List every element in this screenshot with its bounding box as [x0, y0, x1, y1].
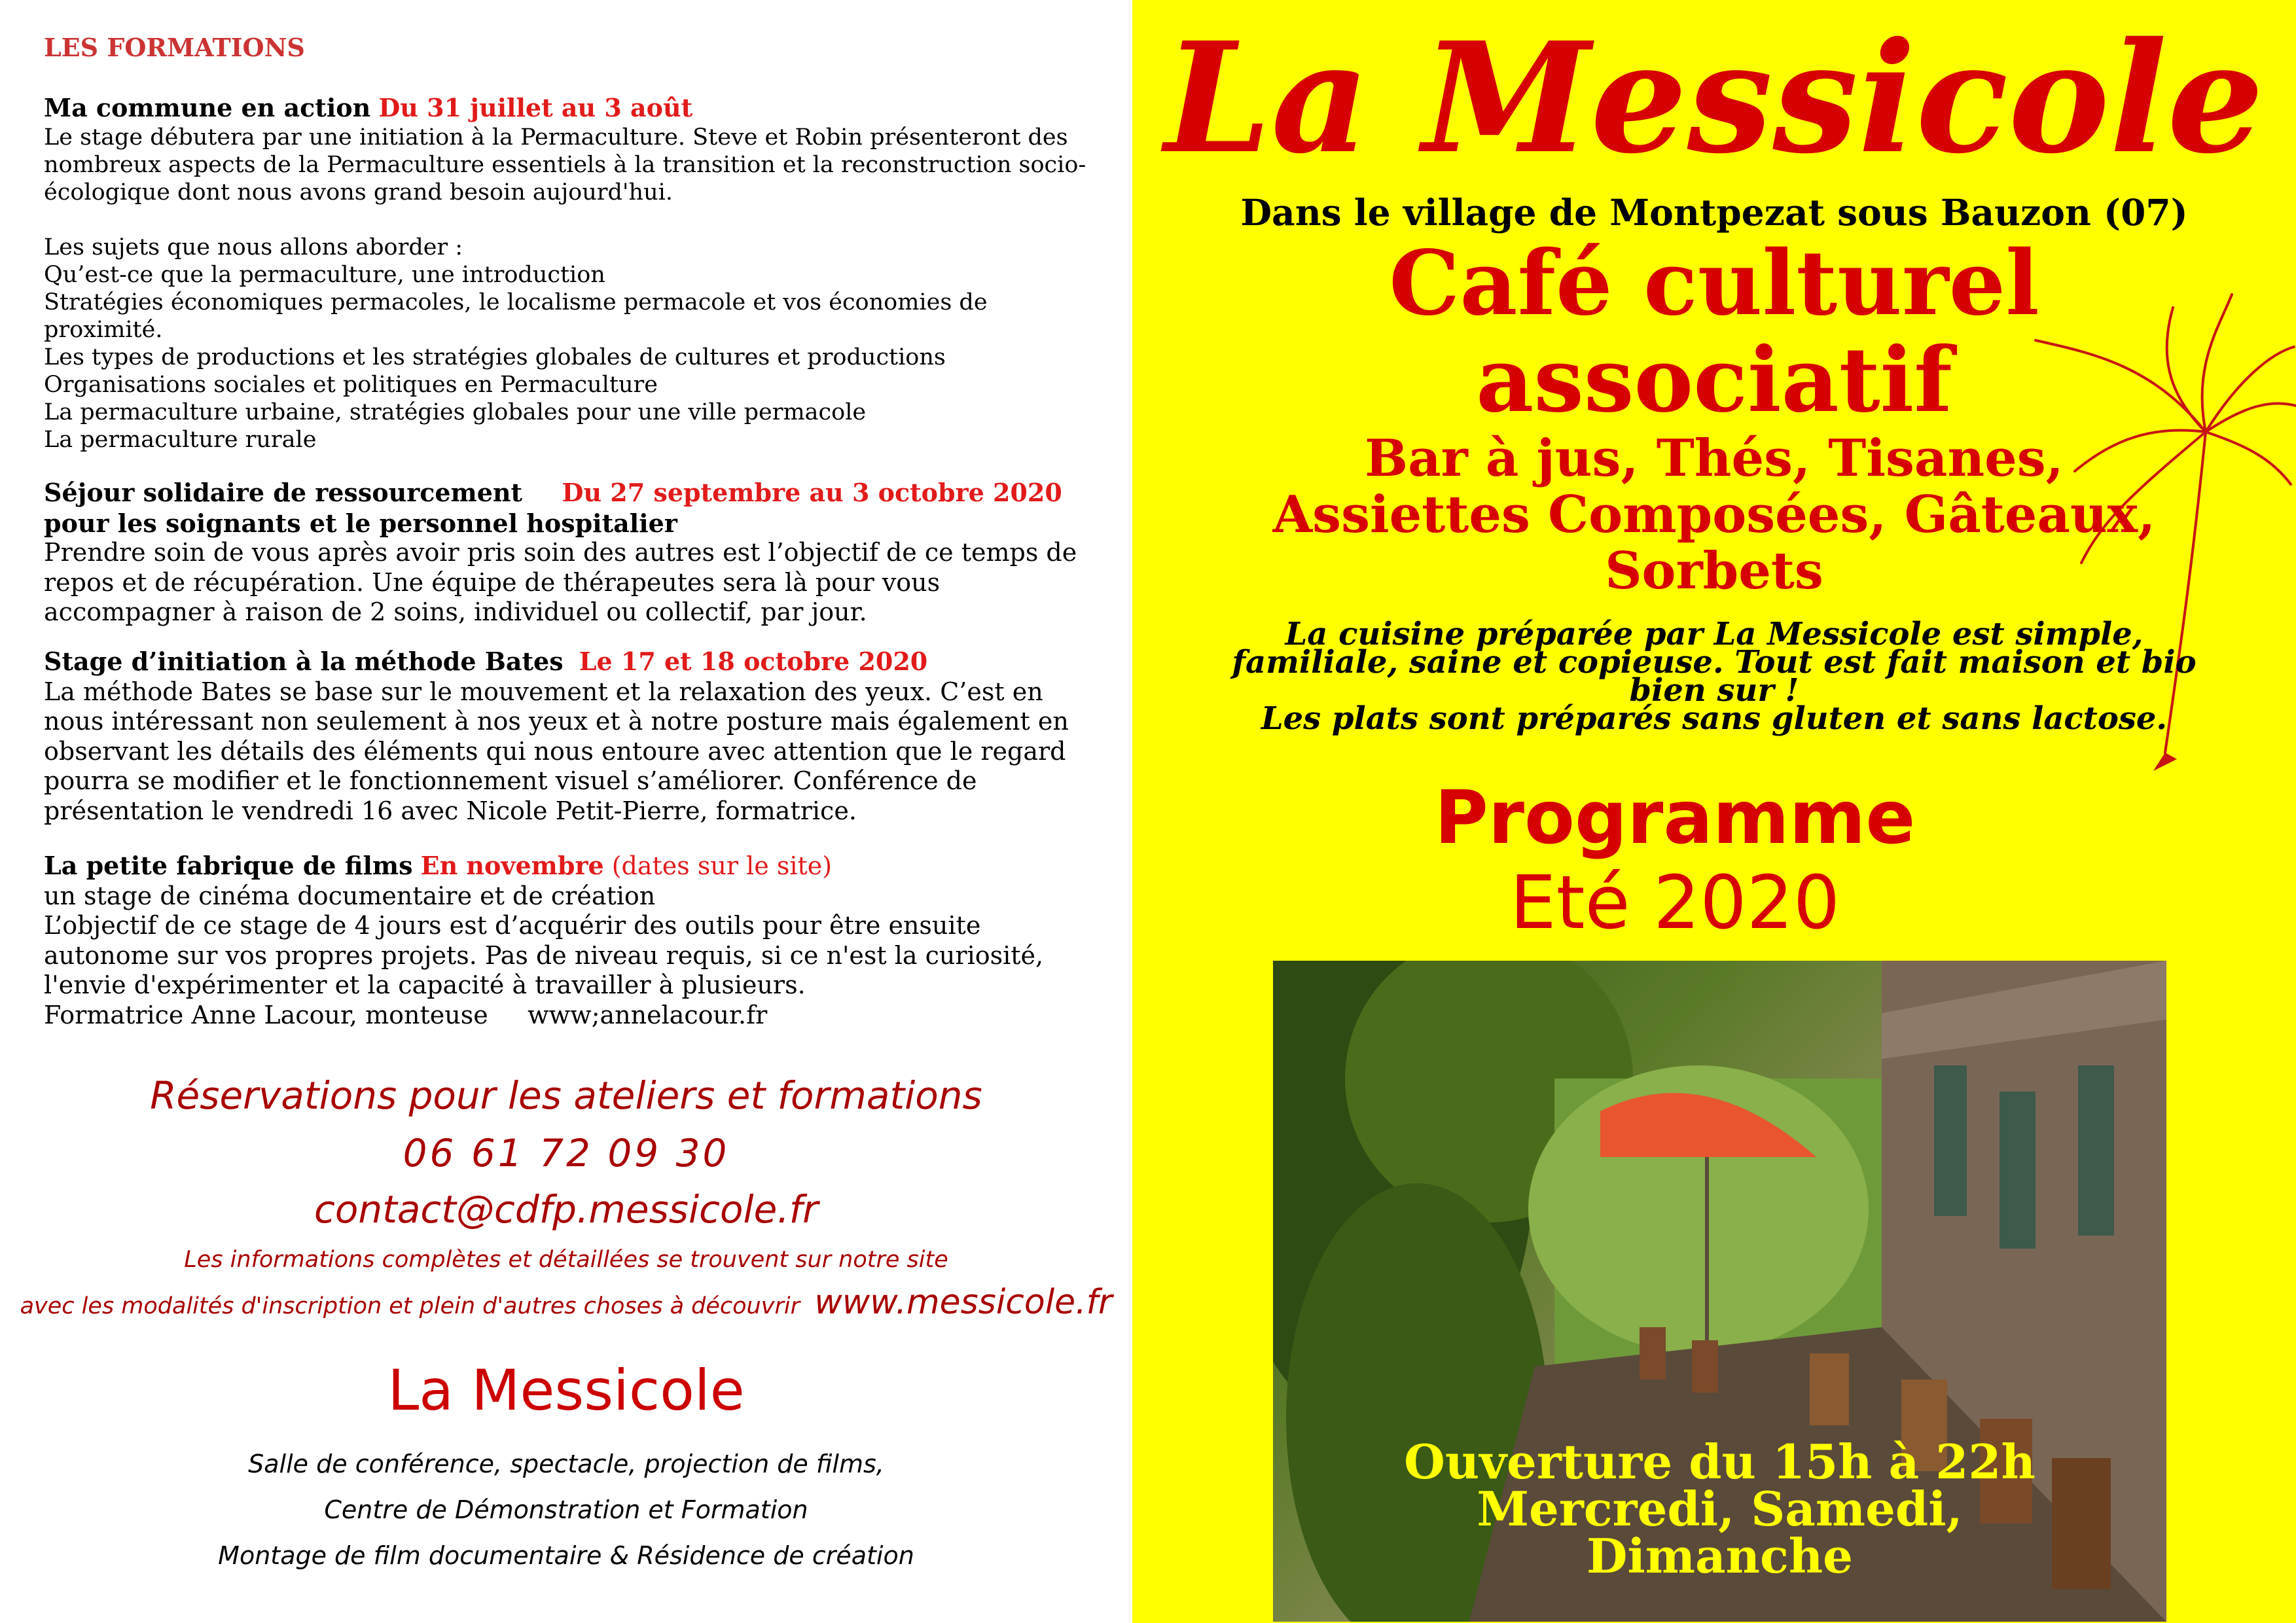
- hours-line3: Dimanche: [1587, 1528, 1853, 1584]
- course4-trainer: Formatrice Anne Lacour, monteuse: [44, 1000, 488, 1029]
- cuisine-line2: familiale, saine et copieuse. Tout est fait maison et bio: [1232, 644, 2197, 681]
- programme-title: Programme: [1434, 776, 1916, 861]
- section-title: LES FORMATIONS: [44, 33, 305, 62]
- course4-desc: L’objectif de ce stage de 4 jours est d’acquérir des outils pour être ensuite autonome sur vos propres projets. Pas de niveau requis, si ce n'est la curiosité, l'envie d'expérimenter et la capacité à travailler à plusieurs.: [44, 911, 1044, 999]
- menu-line2: Assiettes Composées, Gâteaux,: [1272, 485, 2156, 544]
- topic-item: Stratégies économiques permacoles, le localisme permacole et vos économies de proximité.: [44, 289, 988, 343]
- course4-title: La petite fabrique de films: [44, 851, 413, 880]
- course4-website: www;annelacour.fr: [528, 1000, 768, 1029]
- cuisine-line4: Les plats sont préparés sans gluten et sans lactose.: [1261, 700, 2168, 737]
- reservations-phone[interactable]: 06 61 72 09 30: [403, 1131, 730, 1175]
- hours-line2: Mercredi, Samedi,: [1477, 1481, 1963, 1537]
- footer-line1: Salle de conférence, spectacle, projection de films,: [248, 1450, 884, 1478]
- course2-dates: Du 27 septembre au 3 octobre 2020: [562, 478, 1062, 507]
- cafe-line1: Café culturel: [1389, 231, 2039, 336]
- course1-topics-intro: Les sujets que nous allons aborder :: [44, 234, 463, 260]
- formations-section: [44, 34, 1098, 62]
- cafe-line2: associatif: [1476, 328, 1952, 433]
- topic-item: Organisations sociales et politiques en Permaculture: [44, 371, 658, 398]
- course-ressourcement: [44, 478, 1098, 628]
- course3-title: Stage d’initiation à la méthode Bates: [44, 647, 564, 676]
- menu-line3: Sorbets: [1605, 541, 1823, 601]
- course3-dates: Le 17 et 18 octobre 2020: [579, 647, 928, 676]
- reservations-email[interactable]: contact@cdfp.messicole.fr: [314, 1187, 819, 1232]
- info-line1: Les informations complètes et détaillées se trouvent sur notre site: [184, 1247, 948, 1273]
- footer-line3: Montage de film documentaire & Résidence de création: [218, 1541, 914, 1570]
- course2-subtitle: pour les soignants et le personnel hospitalier: [44, 508, 677, 538]
- season-title: Eté 2020: [1509, 861, 1840, 946]
- course1-dates: Du 31 juillet au 3 août: [378, 93, 693, 122]
- course2-desc: Prendre soin de vous après avoir pris soin des autres est l’objectif de ce temps de repos et de récupération. Une équipe de thérapeutes sera là pour vous accompagner à raison de 2 soins, individuel ou collectif, par jour.: [44, 538, 1077, 626]
- topic-item: Les types de productions et les stratégies globales de cultures et productions: [44, 344, 946, 370]
- site-link[interactable]: www.messicole.fr: [814, 1283, 1113, 1322]
- footer-line2: Centre de Démonstration et Formation: [324, 1495, 808, 1524]
- menu-line1: Bar à jus, Thés, Tisanes,: [1365, 429, 2064, 488]
- terrace-photo: [1273, 961, 2166, 1622]
- course4-dates: En novembre: [420, 851, 604, 880]
- footer-name: La Messicole: [387, 1358, 745, 1423]
- course-bates: [44, 647, 1098, 826]
- course2-title: Séjour solidaire de ressourcement: [44, 478, 523, 507]
- location: Dans le village de Montpezat sous Bauzon (07): [1240, 191, 2188, 234]
- course4-dates-note: (dates sur le site): [611, 851, 833, 880]
- cuisine-line1: La cuisine préparée par La Messicole est simple,: [1285, 616, 2144, 652]
- course1-desc: Le stage débutera par une initiation à la Permaculture. Steve et Robin présenteront des nombreux aspects de la Permaculture essentiels à la transition et la reconstruction socio-écologique dont nous avons grand besoin aujourd'hui.: [44, 124, 1086, 205]
- topic-item: La permaculture rurale: [44, 426, 317, 453]
- course3-desc: La méthode Bates se base sur le mouvement et la relaxation des yeux. C’est en nous intéressant non seulement à nos yeux et à notre posture mais également en observant les détails des éléments qui nous entoure avec attention que le regard pourra se modifier et le fonctionnement visuel s’améliorer. Conférence de présentation le vendredi 16 avec Nicole Petit-Pierre, formatrice.: [44, 677, 1069, 825]
- main-title: La Messicole: [1164, 9, 2264, 187]
- cuisine-line3: bien sur !: [1629, 672, 1799, 709]
- hours-line1: Ouverture du 15h à 22h: [1404, 1434, 2036, 1489]
- course4-line1: un stage de cinéma documentaire et de création: [44, 881, 656, 910]
- topic-item: Qu’est-ce que la permaculture, une introduction: [44, 261, 605, 288]
- info-line2: avec les modalités d'inscription et plein d'autres choses à découvrir: [20, 1293, 800, 1319]
- course-films: [44, 851, 1098, 1030]
- course1-title: Ma commune en action: [44, 93, 371, 122]
- topic-item: La permaculture urbaine, stratégies globales pour une ville permacole: [44, 399, 867, 425]
- reservations-title: Réservations pour les ateliers et formations: [150, 1073, 982, 1118]
- left-panel: [0, 0, 1132, 1623]
- course-permaculture: [44, 93, 1098, 454]
